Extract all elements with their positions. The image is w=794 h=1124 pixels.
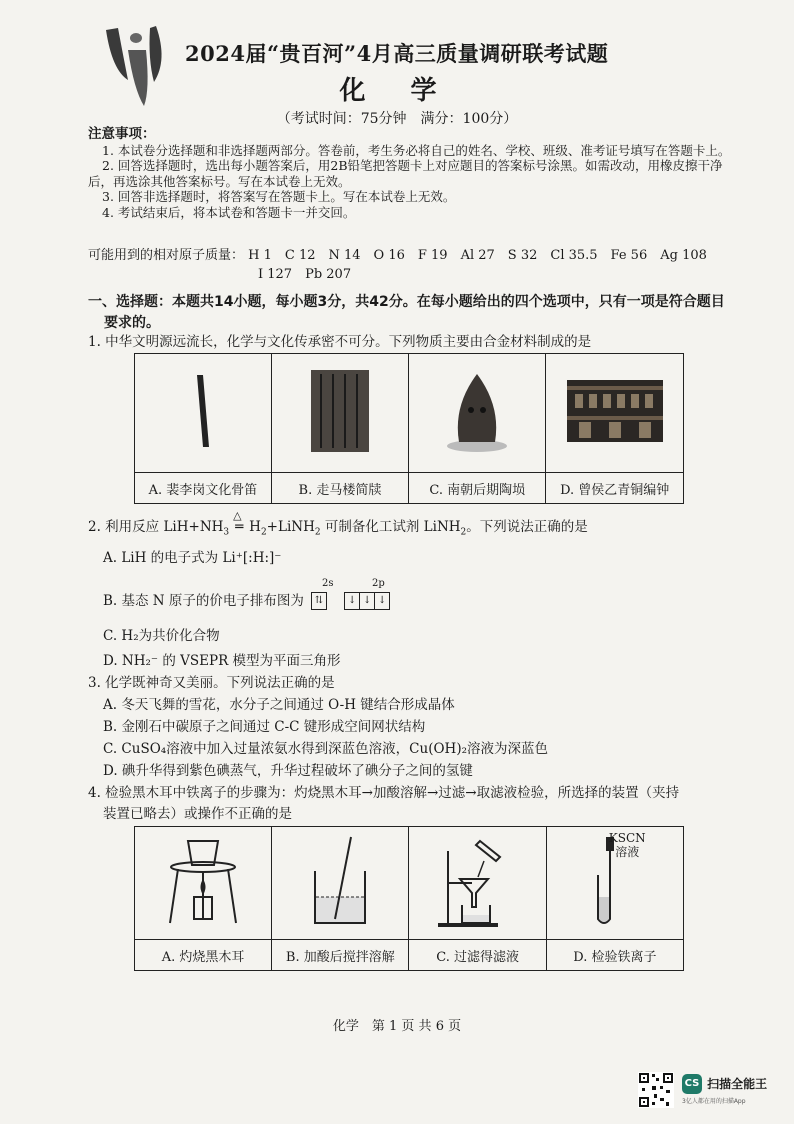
orbital-box-2p: ↓ [359,592,375,610]
q4-option-a: A. 灼烧黑木耳 [135,940,272,971]
pottery-xun-image [409,354,546,473]
q1-option-a: A. 裴李岗文化骨笛 [135,473,272,504]
section-heading-line: 一、选择题：本题共14小题，每小题3分，共42分。在每小题给出的四个选项中，只有一项是符合题目 [88,294,725,310]
orbital-2p-label: 2p [372,578,385,589]
bronze-bells-image [546,354,684,473]
atomic-masses-line: I 127 Pb 207 [258,267,352,282]
bamboo-slip-image [271,354,408,473]
q1-option-d: D. 曾侯乙青铜编钟 [546,473,684,504]
orbital-box-2p: ↓ [344,592,360,610]
instructions [88,127,738,220]
q3-option-a: A. 冬天飞舞的雪花，水分子之间通过 O-H 键结合形成晶体 [103,697,455,713]
bone-flute-image [135,354,272,473]
scanner-tagline: 3亿人都在用的扫描App [682,1097,746,1105]
crucible-burning-image [135,827,272,940]
q2-option-a: A. LiH 的电子式为 Li⁺[:H:]⁻ [103,550,282,566]
q2-option-b: B. 基态 N 原子的价电子排布图为 [103,593,304,609]
scanner-brand-name: 扫描全能王 [707,1077,768,1091]
kscn-label: KSCN 溶液 [608,831,646,859]
q1-option-b: B. 走马楼简牍 [271,473,408,504]
camscanner-icon: CS [682,1074,702,1094]
instruction-item: 2. 回答选择题时，选出每小题答案后，用2B铅笔把答题卡上对应题目的答案标号涂黑。如需改动，用橡皮擦干净后，再选涂其他答案标号。写在本试卷上无效。 [88,158,723,189]
atomic-masses [88,246,748,284]
question-2-stem: 2. 利用反应 $LiH+NH_3$ △ ═ $H_2+LiNH_2$ 可制备化工试剂 LiNH$_2$。下列说法正确的是 [88,509,588,538]
orbital-diagram [312,590,390,610]
atomic-masses-line: 可能用到的相对原子质量： H 1 C 12 N 14 O 16 F 19 Al 27 S 32 Cl 35.5 Fe 56 Ag 108 [88,248,707,263]
orbital-box-2s: ⇅ [311,592,327,610]
beaker-stirring-image [272,827,409,940]
q3-option-c: C. CuSO₄溶液中加入过量浓氨水得到深蓝色溶液，Cu(OH)₂溶液为深蓝色 [103,741,548,757]
section-heading [88,292,748,334]
subject-title: 化 学 [339,76,455,106]
question-1-stem: 1. 中华文明源远流长，化学与文化传承密不可分。下列物质主要由合金材料制成的是 [88,334,592,350]
q3-option-b: B. 金刚石中碳原子之间通过 C-C 键形成空间网状结构 [103,719,426,735]
q2-option-c: C. H₂为共价化合物 [103,628,220,644]
page-footer: 化学 第 1 页 共 6 页 [332,1019,462,1034]
question-4-stem-line2: 装置已略去）或操作不正确的是 [103,806,292,822]
question-3-stem: 3. 化学既神奇又美丽。下列说法正确的是 [88,675,335,691]
test-tube-kscn-image [546,827,683,940]
orbital-2s-label: 2s [322,578,334,589]
section-heading-line: 要求的。 [104,315,160,331]
instruction-item: 4. 考试结束后，将本试卷和答题卡一并交回。 [102,204,356,220]
scanner-watermark [682,1073,782,1105]
filtration-image [409,827,546,940]
qr-code-icon [638,1072,674,1108]
q4-option-b: B. 加酸后搅拌溶解 [272,940,409,971]
orbital-box-2p: ↓ [374,592,390,610]
instruction-item: 1. 本试卷分选择题和非选择题两部分。答卷前，考生务必将自己的姓名、学校、班级、准考证号填写在答题卡上。 [102,142,731,158]
q2-option-d: D. NH₂⁻ 的 VSEPR 模型为平面三角形 [103,653,341,669]
exam-time-info: （考试时间：75分钟 满分：100分） [276,111,518,127]
question-1-image-table [134,353,684,504]
question-4-image-table [134,826,684,971]
q1-option-c: C. 南朝后期陶埙 [409,473,546,504]
question-4-stem-line1: 4. 检验黑木耳中铁离子的步骤为：灼烧黑木耳→加酸溶解→过滤→取滤液检验，所选择的装置（夹持 [88,785,680,801]
exam-title: 2024届“贵百河”4月高三质量调研联考试题 [185,41,609,66]
q4-option-d: D. 检验铁离子 [546,940,683,971]
q4-option-c: C. 过滤得滤液 [409,940,546,971]
instruction-item: 3. 回答非选择题时，将答案写在答题卡上。写在本试卷上无效。 [102,189,456,204]
q3-option-d: D. 碘升华得到紫色碘蒸气，升华过程破坏了碘分子之间的氢键 [103,763,473,779]
instructions-heading: 注意事项： [88,126,156,142]
